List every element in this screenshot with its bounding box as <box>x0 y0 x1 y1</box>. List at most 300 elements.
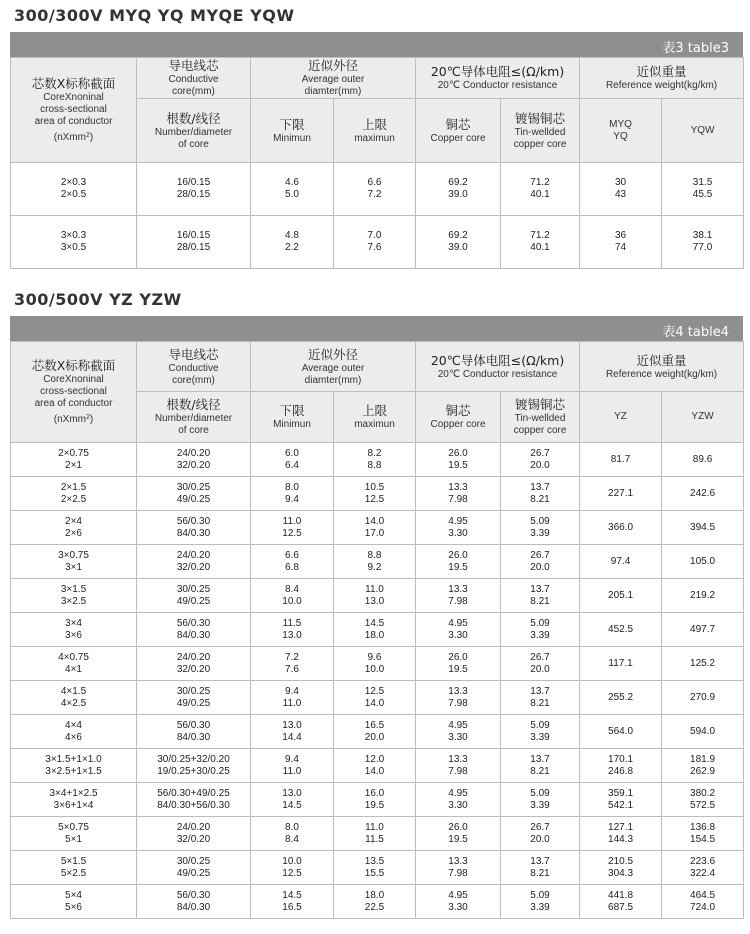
header-weight-yzw: YZW <box>662 392 744 443</box>
cell-area <box>11 851 137 885</box>
cell-value: 28/0.15 <box>176 242 211 253</box>
cell-area <box>11 163 137 216</box>
table-row <box>11 477 744 511</box>
cell-tin <box>501 477 580 511</box>
cell-value: 32/0.20 <box>176 833 211 845</box>
cell-value: 13.7 <box>530 685 550 697</box>
cell-w1 <box>580 783 662 817</box>
cell-value: 2×4 <box>65 515 82 527</box>
cell-value: 32/0.20 <box>176 459 211 471</box>
cell-value: 4×0.75 <box>58 651 89 663</box>
cell-value: 11.0 <box>365 821 384 833</box>
cell-value: 4.95 <box>448 889 468 901</box>
cell-count <box>137 579 251 613</box>
cell-value: 8.21 <box>530 697 550 709</box>
cell-value: 304.3 <box>608 867 634 879</box>
cell-value: 564.0 <box>608 725 634 737</box>
cell-value: 394.5 <box>690 521 716 533</box>
cell-w1 <box>580 477 662 511</box>
cell-value: 181.9 <box>690 753 716 765</box>
cell-value: 3.30 <box>448 731 468 743</box>
cell-value: 16.5 <box>282 901 302 913</box>
cell-value: 594.0 <box>690 725 716 737</box>
cell-value: 19.5 <box>448 833 468 845</box>
cell-min <box>251 783 334 817</box>
cell-value: 3.39 <box>530 901 550 913</box>
cell-value: 572.5 <box>690 799 716 811</box>
cell-value: 7.98 <box>448 867 468 879</box>
header-min: 下限 Minimun <box>251 99 334 163</box>
cell-w2 <box>662 443 744 477</box>
cell-value: 205.1 <box>608 589 634 601</box>
cell-value: 366.0 <box>608 521 634 533</box>
cell-value: 262.9 <box>690 765 716 777</box>
cell-area <box>11 783 137 817</box>
cell-value: 6.6 <box>367 177 382 188</box>
cell-value: 20.0 <box>530 459 550 471</box>
cell-area <box>11 613 137 647</box>
cell-value: 12.5 <box>364 685 385 697</box>
cell-w1 <box>580 681 662 715</box>
cell-value: 8.8 <box>367 459 382 471</box>
cell-tin <box>501 579 580 613</box>
cell-w1 <box>580 715 662 749</box>
cell-cu <box>416 545 501 579</box>
cell-value: 6.8 <box>285 561 299 573</box>
cell-cu <box>416 613 501 647</box>
cell-value: 127.1 <box>608 821 634 833</box>
cell-cu <box>416 783 501 817</box>
cell-value: 8.21 <box>530 493 550 505</box>
cell-count <box>137 443 251 477</box>
cell-value: 8.8 <box>367 549 382 561</box>
cell-value: 49/0.25 <box>176 697 211 709</box>
cell-max <box>334 216 416 269</box>
cell-max <box>334 613 416 647</box>
cell-value: 3×2.5 <box>60 595 87 607</box>
cell-value: 11.0 <box>365 583 384 595</box>
cell-w1 <box>580 216 662 269</box>
cell-value: 69.2 <box>448 177 468 188</box>
cell-value: 49/0.25 <box>176 493 211 505</box>
cell-value: 4.6 <box>285 177 299 188</box>
cell-cu <box>416 216 501 269</box>
cell-w2 <box>662 545 744 579</box>
cell-count <box>137 749 251 783</box>
header-conductive: 导电线芯 Conductive core(mm) <box>137 342 251 392</box>
cell-value: 3.30 <box>448 901 468 913</box>
header-weight-myq: MYQ YQ <box>580 99 662 163</box>
cell-value: 19.5 <box>448 561 468 573</box>
cell-value: 270.9 <box>690 691 716 703</box>
cell-value: 5.09 <box>530 787 550 799</box>
cell-count <box>137 885 251 919</box>
cell-value: 5.09 <box>530 719 550 731</box>
cell-count <box>137 851 251 885</box>
cell-value: 39.0 <box>448 242 468 253</box>
table-row <box>11 715 744 749</box>
cell-max <box>334 163 416 216</box>
cell-value: 26.0 <box>448 447 468 459</box>
cell-value: 7.2 <box>285 651 299 663</box>
cell-w1 <box>580 545 662 579</box>
cell-value: 26.7 <box>530 651 550 663</box>
header-resistance: 20℃导体电阻≤(Ω/km) 20℃ Conductor resistance <box>416 342 580 392</box>
cell-value: 13.5 <box>364 855 385 867</box>
cell-min <box>251 817 334 851</box>
cell-min <box>251 715 334 749</box>
cell-value: 7.98 <box>448 765 468 777</box>
header-min: 下限 Minimun <box>251 392 334 443</box>
cell-value: 30/0.25 <box>176 583 211 595</box>
cell-value: 452.5 <box>608 623 634 635</box>
cell-value: 5×1 <box>65 833 82 845</box>
cell-w2 <box>662 477 744 511</box>
cell-count <box>137 163 251 216</box>
cell-value: 3.39 <box>530 629 550 641</box>
cell-value: 7.98 <box>448 697 468 709</box>
cell-count <box>137 613 251 647</box>
cell-value: 3×6+1×4 <box>53 799 94 811</box>
cell-w1 <box>580 443 662 477</box>
cell-cu <box>416 579 501 613</box>
cell-value: 10.0 <box>364 663 385 675</box>
cell-value: 11.0 <box>282 765 302 777</box>
cell-value: 5×6 <box>65 901 82 913</box>
cell-value: 4.8 <box>285 230 299 241</box>
cell-min <box>251 749 334 783</box>
cell-min <box>251 443 334 477</box>
cell-value: 13.7 <box>530 753 550 765</box>
cell-max <box>334 477 416 511</box>
cell-w1 <box>580 613 662 647</box>
cell-value: 5.09 <box>530 515 550 527</box>
cell-value: 18.0 <box>364 629 385 641</box>
cell-value: 13.3 <box>448 481 468 493</box>
cell-value: 125.2 <box>690 657 716 669</box>
cell-tin <box>501 443 580 477</box>
table-row <box>11 545 744 579</box>
cell-value: 19.5 <box>448 459 468 471</box>
cell-value: 36 <box>614 230 627 241</box>
cell-value: 84/0.30 <box>176 901 211 913</box>
cell-value: 7.98 <box>448 493 468 505</box>
cell-value: 2×0.75 <box>58 447 89 459</box>
cell-min <box>251 545 334 579</box>
cell-value: 13.3 <box>448 685 468 697</box>
header-tin: 镀锡铜芯 Tin-wellded copper core <box>501 392 580 443</box>
cell-value: 30/0.25 <box>176 855 211 867</box>
cell-w1 <box>580 511 662 545</box>
cell-value: 14.0 <box>364 697 385 709</box>
cell-w1 <box>580 851 662 885</box>
cell-value: 9.4 <box>285 685 299 697</box>
cell-value: 16.0 <box>364 787 385 799</box>
cell-value: 56/0.30 <box>176 617 211 629</box>
cell-value: 105.0 <box>690 555 716 567</box>
cell-value: 38.1 <box>692 230 713 241</box>
cell-tin <box>501 613 580 647</box>
cell-cu <box>416 681 501 715</box>
cell-tin <box>501 749 580 783</box>
header-area: 芯数X标称截面 CoreXnoninal cross-sectional area of conductor (nXmm$^2$) <box>11 58 137 163</box>
cell-value: 30 <box>614 177 627 188</box>
cell-value: 56/0.30 <box>176 515 211 527</box>
cell-value: 13.0 <box>282 787 302 799</box>
cell-area <box>11 647 137 681</box>
cell-max <box>334 749 416 783</box>
cell-area <box>11 511 137 545</box>
table-row <box>11 749 744 783</box>
cell-w1 <box>580 579 662 613</box>
cell-value: 12.0 <box>364 753 385 765</box>
cell-value: 84/0.30+56/0.30 <box>157 799 230 811</box>
cell-cu <box>416 749 501 783</box>
header-resistance: 20℃导体电阻≤(Ω/km) 20℃ Conductor resistance <box>416 58 580 99</box>
table-row <box>11 885 744 919</box>
table-row <box>11 613 744 647</box>
cell-value: 3×1 <box>65 561 82 573</box>
section-title-table3: 300/300V MYQ YQ MYQE YQW <box>14 6 295 25</box>
cell-value: 144.3 <box>608 833 634 845</box>
cell-tin <box>501 715 580 749</box>
cell-max <box>334 579 416 613</box>
cell-value: 77.0 <box>692 242 713 253</box>
cell-value: 3×4 <box>65 617 82 629</box>
cell-value: 7.2 <box>367 189 382 200</box>
cell-value: 2×0.3 <box>60 177 87 188</box>
cell-value: 242.6 <box>690 487 716 499</box>
cell-value: 5×2.5 <box>60 867 87 879</box>
cell-value: 30/0.25 <box>176 685 211 697</box>
header-conductive: 导电线芯 Conductive core(mm) <box>137 58 251 99</box>
cell-value: 3×0.5 <box>60 242 87 253</box>
cell-value: 9.4 <box>285 753 299 765</box>
cell-value: 43 <box>614 189 627 200</box>
cell-value: 3×0.75 <box>58 549 89 561</box>
cell-value: 18.0 <box>364 889 385 901</box>
cell-value: 69.2 <box>448 230 468 241</box>
cell-value: 3×0.3 <box>60 230 87 241</box>
cell-value: 84/0.30 <box>176 527 211 539</box>
cell-value: 219.2 <box>690 589 716 601</box>
cell-value: 464.5 <box>690 889 716 901</box>
cell-tin <box>501 545 580 579</box>
cell-area <box>11 885 137 919</box>
cell-cu <box>416 443 501 477</box>
cell-w2 <box>662 715 744 749</box>
cell-value: 9.4 <box>285 493 299 505</box>
cell-w2 <box>662 647 744 681</box>
cell-w2 <box>662 749 744 783</box>
table-row <box>11 216 744 269</box>
cell-value: 5.09 <box>530 617 550 629</box>
cell-value: 13.0 <box>282 719 302 731</box>
cell-value: 20.0 <box>364 731 385 743</box>
cell-w2 <box>662 163 744 216</box>
header-max: 上限 maximun <box>334 99 416 163</box>
cell-value: 4×2.5 <box>60 697 87 709</box>
cell-value: 6.6 <box>285 549 299 561</box>
header-weight: 近似重量 Reference weight(kg/km) <box>580 58 744 99</box>
cell-value: 56/0.30 <box>176 719 211 731</box>
cell-value: 30/0.25 <box>176 481 211 493</box>
cell-tin <box>501 817 580 851</box>
cell-w2 <box>662 613 744 647</box>
header-tin: 镀锡铜芯 Tin-wellded copper core <box>501 99 580 163</box>
cell-max <box>334 681 416 715</box>
cell-value: 4×1.5 <box>60 685 87 697</box>
cell-value: 17.0 <box>364 527 385 539</box>
cell-value: 8.0 <box>285 481 299 493</box>
cell-value: 12.5 <box>364 493 385 505</box>
cell-value: 117.1 <box>608 657 633 669</box>
cell-value: 4.95 <box>448 515 468 527</box>
cell-value: 227.1 <box>608 487 634 499</box>
cell-min <box>251 613 334 647</box>
cell-value: 4.95 <box>448 787 468 799</box>
cell-min <box>251 647 334 681</box>
cell-value: 15.5 <box>364 867 385 879</box>
cell-value: 20.0 <box>530 833 550 845</box>
cell-value: 4.95 <box>448 617 468 629</box>
cell-cu <box>416 817 501 851</box>
cell-w2 <box>662 579 744 613</box>
cell-value: 2×1 <box>65 459 82 471</box>
cell-value: 8.2 <box>367 447 382 459</box>
cell-cu <box>416 477 501 511</box>
cell-cu <box>416 511 501 545</box>
cell-value: 2×2.5 <box>60 493 87 505</box>
cell-w2 <box>662 783 744 817</box>
cell-cu <box>416 715 501 749</box>
cell-value: 359.1 <box>608 787 634 799</box>
cell-value: 2.2 <box>285 242 299 253</box>
cell-value: 12.5 <box>282 867 302 879</box>
cell-value: 26.7 <box>530 447 550 459</box>
cell-value: 56/0.30+49/0.25 <box>157 787 230 799</box>
cell-count <box>137 477 251 511</box>
cell-value: 13.3 <box>448 583 468 595</box>
cell-value: 3×2.5+1×1.5 <box>45 765 102 777</box>
cell-value: 223.6 <box>690 855 716 867</box>
cell-value: 8.21 <box>530 867 550 879</box>
cell-area <box>11 749 137 783</box>
header-count: 根数/线径 Number/diameter of core <box>137 99 251 163</box>
cell-value: 4.95 <box>448 719 468 731</box>
cell-value: 31.5 <box>692 177 713 188</box>
cell-min <box>251 163 334 216</box>
cell-value: 11.0 <box>282 697 302 709</box>
cell-area <box>11 545 137 579</box>
cell-value: 22.5 <box>364 901 385 913</box>
cell-tin <box>501 216 580 269</box>
cell-area <box>11 681 137 715</box>
cell-count <box>137 647 251 681</box>
cell-value: 26.7 <box>530 549 550 561</box>
cell-value: 246.8 <box>608 765 634 777</box>
cell-area <box>11 817 137 851</box>
cell-value: 6.0 <box>285 447 299 459</box>
cell-max <box>334 817 416 851</box>
cell-value: 5.0 <box>285 189 299 200</box>
cell-value: 10.0 <box>282 855 302 867</box>
cell-tin <box>501 511 580 545</box>
cell-value: 26.0 <box>448 821 468 833</box>
header-max: 上限 maximun <box>334 392 416 443</box>
cell-value: 74 <box>614 242 627 253</box>
cell-value: 14.5 <box>364 617 385 629</box>
cell-value: 81.7 <box>610 453 631 465</box>
cell-w2 <box>662 216 744 269</box>
cell-area <box>11 216 137 269</box>
cell-value: 8.4 <box>285 583 299 595</box>
cell-value: 255.2 <box>608 691 634 703</box>
cell-count <box>137 817 251 851</box>
header-diameter: 近似外径 Average outer diamter(mm) <box>251 342 416 392</box>
cell-max <box>334 443 416 477</box>
cell-value: 32/0.20 <box>176 663 211 675</box>
cell-value: 26.7 <box>530 821 550 833</box>
cell-min <box>251 511 334 545</box>
cell-value: 32/0.20 <box>176 561 211 573</box>
cell-value: 2×6 <box>65 527 82 539</box>
cell-value: 11.5 <box>282 617 302 629</box>
cell-value: 9.6 <box>367 651 382 663</box>
cell-value: 3.30 <box>448 629 468 641</box>
cell-max <box>334 783 416 817</box>
cell-value: 3×4+1×2.5 <box>49 787 98 799</box>
cell-value: 89.6 <box>692 453 713 465</box>
cell-value: 84/0.30 <box>176 629 211 641</box>
cell-value: 7.6 <box>285 663 299 675</box>
table-row <box>11 817 744 851</box>
cell-value: 16/0.15 <box>176 177 211 188</box>
cell-value: 4×1 <box>65 663 82 675</box>
cell-w2 <box>662 511 744 545</box>
cell-value: 170.1 <box>608 753 634 765</box>
cell-value: 8.4 <box>285 833 299 845</box>
cell-max <box>334 885 416 919</box>
cell-value: 380.2 <box>690 787 716 799</box>
table-row <box>11 681 744 715</box>
cell-value: 24/0.20 <box>176 447 211 459</box>
header-weight: 近似重量 Reference weight(kg/km) <box>580 342 744 392</box>
header-copper: 铜芯 Copper core <box>416 392 501 443</box>
cell-value: 5×1.5 <box>60 855 87 867</box>
table-row <box>11 511 744 545</box>
cell-tin <box>501 681 580 715</box>
cell-tin <box>501 163 580 216</box>
cell-value: 56/0.30 <box>176 889 211 901</box>
cell-value: 3×1.5+1×1.0 <box>45 753 102 765</box>
table3-label: 表3 table3 <box>662 41 729 56</box>
cell-value: 154.5 <box>690 833 716 845</box>
cell-value: 26.0 <box>448 651 468 663</box>
cell-value: 13.0 <box>364 595 385 607</box>
cell-area <box>11 715 137 749</box>
cell-value: 20.0 <box>530 561 550 573</box>
cell-value: 14.0 <box>364 765 385 777</box>
cell-value: 13.7 <box>530 583 550 595</box>
section-title-table4: 300/500V YZ YZW <box>14 290 182 309</box>
cell-w1 <box>580 163 662 216</box>
cell-value: 49/0.25 <box>176 867 211 879</box>
cell-value: 8.21 <box>530 765 550 777</box>
table-row <box>11 851 744 885</box>
cell-min <box>251 681 334 715</box>
cell-value: 13.7 <box>530 855 550 867</box>
